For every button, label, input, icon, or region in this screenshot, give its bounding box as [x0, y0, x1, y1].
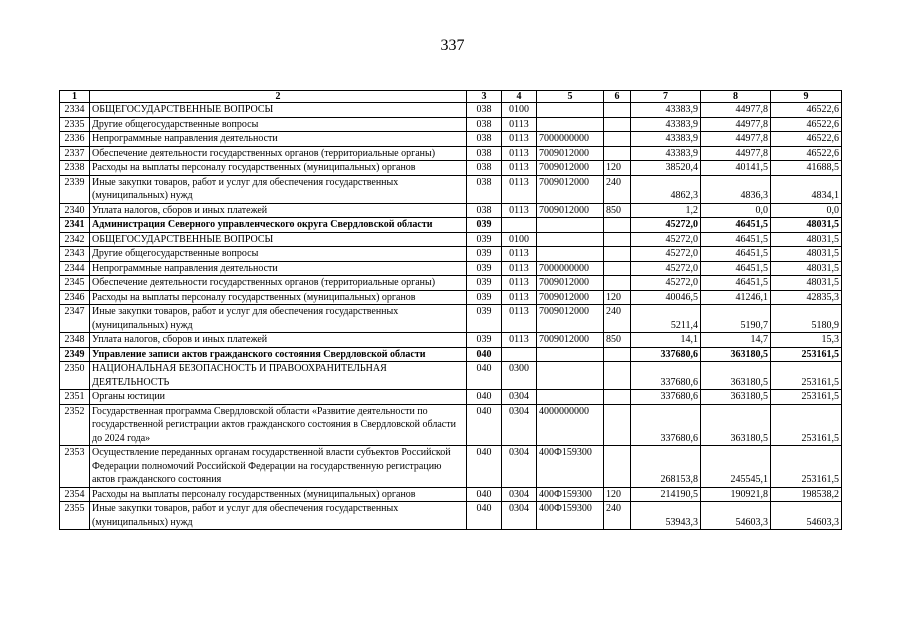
row-number: 2341 [60, 218, 90, 233]
table-row [60, 261, 842, 276]
row-name: ОБЩЕГОСУДАРСТВЕННЫЕ ВОПРОСЫ [90, 232, 467, 247]
row-amount-7: 268153,8 [631, 446, 701, 488]
row-section-code: 0304 [502, 390, 537, 405]
row-amount-7: 43383,9 [631, 132, 701, 147]
row-amount-7: 337680,6 [631, 362, 701, 390]
row-amount-8: 46451,5 [701, 218, 771, 233]
row-expense-type [604, 404, 631, 446]
row-code-3: 040 [467, 404, 502, 446]
row-target-code: 7009012000 [537, 305, 604, 333]
row-code-3: 039 [467, 276, 502, 291]
row-amount-8: 363180,5 [701, 362, 771, 390]
row-amount-7: 45272,0 [631, 247, 701, 262]
row-amount-9: 4834,1 [771, 175, 842, 203]
row-number: 2342 [60, 232, 90, 247]
table-row [60, 175, 842, 203]
row-amount-8: 363180,5 [701, 347, 771, 362]
row-target-code: 400Ф159300 [537, 502, 604, 530]
table-row [60, 487, 842, 502]
row-number: 2335 [60, 117, 90, 132]
column-header-7: 7 [631, 91, 701, 103]
row-target-code: 7009012000 [537, 175, 604, 203]
row-expense-type: 120 [604, 161, 631, 176]
row-amount-7: 43383,9 [631, 117, 701, 132]
row-code-3: 038 [467, 203, 502, 218]
row-expense-type: 240 [604, 502, 631, 530]
row-target-code: 7009012000 [537, 161, 604, 176]
row-amount-7: 45272,0 [631, 218, 701, 233]
row-target-code: 7000000000 [537, 132, 604, 147]
row-amount-9: 253161,5 [771, 347, 842, 362]
row-amount-9: 0,0 [771, 203, 842, 218]
row-name: Иные закупки товаров, работ и услуг для обеспечения государственных (муниципальных) нужд [90, 175, 467, 203]
row-amount-9: 253161,5 [771, 390, 842, 405]
row-number: 2354 [60, 487, 90, 502]
row-number: 2343 [60, 247, 90, 262]
row-code-3: 040 [467, 347, 502, 362]
row-expense-type: 120 [604, 290, 631, 305]
row-amount-7: 337680,6 [631, 390, 701, 405]
row-expense-type: 240 [604, 175, 631, 203]
row-amount-9: 48031,5 [771, 247, 842, 262]
table-row [60, 161, 842, 176]
budget-table [59, 90, 842, 530]
row-number: 2340 [60, 203, 90, 218]
row-name: Уплата налогов, сборов и иных платежей [90, 333, 467, 348]
row-section-code: 0113 [502, 261, 537, 276]
row-amount-9: 48031,5 [771, 232, 842, 247]
row-section-code [502, 347, 537, 362]
row-target-code: 400Ф159300 [537, 446, 604, 488]
row-expense-type [604, 247, 631, 262]
table-row [60, 404, 842, 446]
row-number: 2334 [60, 103, 90, 118]
row-expense-type [604, 117, 631, 132]
row-number: 2336 [60, 132, 90, 147]
row-amount-9: 54603,3 [771, 502, 842, 530]
row-expense-type [604, 146, 631, 161]
row-amount-7: 337680,6 [631, 347, 701, 362]
column-header-8: 8 [701, 91, 771, 103]
row-name: Другие общегосударственные вопросы [90, 247, 467, 262]
row-amount-9: 46522,6 [771, 146, 842, 161]
row-expense-type: 850 [604, 203, 631, 218]
row-number: 2338 [60, 161, 90, 176]
row-number: 2349 [60, 347, 90, 362]
row-target-code [537, 362, 604, 390]
row-code-3: 039 [467, 290, 502, 305]
row-expense-type [604, 132, 631, 147]
row-code-3: 038 [467, 161, 502, 176]
row-number: 2347 [60, 305, 90, 333]
table-row [60, 117, 842, 132]
row-code-3: 039 [467, 218, 502, 233]
row-name: Расходы на выплаты персоналу государственных (муниципальных) органов [90, 290, 467, 305]
row-target-code [537, 232, 604, 247]
row-section-code: 0113 [502, 276, 537, 291]
column-header-1: 1 [60, 91, 90, 103]
header-row [60, 91, 842, 103]
table-row [60, 446, 842, 488]
row-section-code: 0113 [502, 305, 537, 333]
row-amount-9: 42835,3 [771, 290, 842, 305]
column-header-2: 2 [90, 91, 467, 103]
row-amount-7: 5211,4 [631, 305, 701, 333]
row-amount-9: 48031,5 [771, 218, 842, 233]
row-amount-7: 1,2 [631, 203, 701, 218]
row-name: Органы юстиции [90, 390, 467, 405]
row-section-code: 0113 [502, 247, 537, 262]
row-amount-8: 44977,8 [701, 117, 771, 132]
row-section-code: 0304 [502, 446, 537, 488]
table-row [60, 390, 842, 405]
column-header-3: 3 [467, 91, 502, 103]
table-row [60, 502, 842, 530]
row-section-code: 0300 [502, 362, 537, 390]
row-amount-7: 38520,4 [631, 161, 701, 176]
row-amount-8: 54603,3 [701, 502, 771, 530]
row-section-code: 0113 [502, 203, 537, 218]
row-amount-7: 14,1 [631, 333, 701, 348]
row-code-3: 038 [467, 132, 502, 147]
row-name: Непрограммные направления деятельности [90, 132, 467, 147]
row-amount-9: 41688,5 [771, 161, 842, 176]
row-expense-type: 850 [604, 333, 631, 348]
table-row [60, 203, 842, 218]
row-name: Другие общегосударственные вопросы [90, 117, 467, 132]
row-name: Администрация Северного управленческого округа Свердловской области [90, 218, 467, 233]
row-amount-9: 46522,6 [771, 117, 842, 132]
row-amount-7: 45272,0 [631, 276, 701, 291]
row-amount-8: 190921,8 [701, 487, 771, 502]
row-amount-9: 253161,5 [771, 446, 842, 488]
page-number: 337 [440, 37, 465, 54]
row-expense-type [604, 232, 631, 247]
row-amount-8: 41246,1 [701, 290, 771, 305]
row-number: 2353 [60, 446, 90, 488]
row-amount-7: 45272,0 [631, 261, 701, 276]
row-code-3: 040 [467, 390, 502, 405]
row-target-code: 7009012000 [537, 276, 604, 291]
row-code-3: 040 [467, 446, 502, 488]
row-amount-9: 15,3 [771, 333, 842, 348]
row-amount-9: 5180,9 [771, 305, 842, 333]
row-expense-type [604, 261, 631, 276]
row-section-code: 0100 [502, 232, 537, 247]
row-number: 2348 [60, 333, 90, 348]
row-section-code: 0304 [502, 502, 537, 530]
row-target-code: 400Ф159300 [537, 487, 604, 502]
table-body [60, 103, 842, 530]
row-name: Обеспечение деятельности государственных органов (территориальные органы) [90, 146, 467, 161]
column-header-9: 9 [771, 91, 842, 103]
row-amount-9: 198538,2 [771, 487, 842, 502]
row-name: ОБЩЕГОСУДАРСТВЕННЫЕ ВОПРОСЫ [90, 103, 467, 118]
row-section-code: 0113 [502, 175, 537, 203]
row-target-code [537, 390, 604, 405]
row-code-3: 039 [467, 305, 502, 333]
column-header-6: 6 [604, 91, 631, 103]
column-header-5: 5 [537, 91, 604, 103]
row-target-code [537, 103, 604, 118]
row-expense-type [604, 276, 631, 291]
row-amount-8: 46451,5 [701, 232, 771, 247]
row-target-code [537, 218, 604, 233]
row-target-code [537, 117, 604, 132]
table-row [60, 276, 842, 291]
row-expense-type [604, 390, 631, 405]
row-number: 2339 [60, 175, 90, 203]
table-row [60, 103, 842, 118]
row-expense-type [604, 218, 631, 233]
row-section-code [502, 218, 537, 233]
row-name: Государственная программа Свердловской области «Развитие деятельности по государственной регистрации актов гражданского состояния в Свердловской области до 2024 года» [90, 404, 467, 446]
row-amount-9: 253161,5 [771, 362, 842, 390]
row-amount-8: 5190,7 [701, 305, 771, 333]
row-amount-8: 14,7 [701, 333, 771, 348]
row-amount-7: 337680,6 [631, 404, 701, 446]
table-header [60, 91, 842, 103]
table-row [60, 232, 842, 247]
row-amount-7: 43383,9 [631, 103, 701, 118]
row-name: Управление записи актов гражданского состояния Свердловской области [90, 347, 467, 362]
row-number: 2337 [60, 146, 90, 161]
row-amount-7: 45272,0 [631, 232, 701, 247]
row-code-3: 038 [467, 103, 502, 118]
row-name: Иные закупки товаров, работ и услуг для обеспечения государственных (муниципальных) нужд [90, 305, 467, 333]
row-target-code [537, 247, 604, 262]
row-code-3: 039 [467, 261, 502, 276]
row-code-3: 040 [467, 487, 502, 502]
row-code-3: 038 [467, 175, 502, 203]
row-section-code: 0113 [502, 290, 537, 305]
row-amount-8: 46451,5 [701, 276, 771, 291]
row-number: 2346 [60, 290, 90, 305]
row-name: Уплата налогов, сборов и иных платежей [90, 203, 467, 218]
row-section-code: 0113 [502, 117, 537, 132]
row-expense-type: 120 [604, 487, 631, 502]
row-name: Иные закупки товаров, работ и услуг для обеспечения государственных (муниципальных) нужд [90, 502, 467, 530]
row-number: 2351 [60, 390, 90, 405]
row-number: 2345 [60, 276, 90, 291]
row-expense-type: 240 [604, 305, 631, 333]
row-amount-8: 245545,1 [701, 446, 771, 488]
column-header-4: 4 [502, 91, 537, 103]
table-row [60, 347, 842, 362]
row-target-code: 7009012000 [537, 203, 604, 218]
row-amount-8: 0,0 [701, 203, 771, 218]
row-section-code: 0304 [502, 404, 537, 446]
table-row [60, 333, 842, 348]
row-section-code: 0100 [502, 103, 537, 118]
row-amount-9: 46522,6 [771, 103, 842, 118]
row-section-code: 0304 [502, 487, 537, 502]
row-amount-7: 40046,5 [631, 290, 701, 305]
row-number: 2344 [60, 261, 90, 276]
row-amount-9: 46522,6 [771, 132, 842, 147]
row-number: 2355 [60, 502, 90, 530]
table-row [60, 132, 842, 147]
row-code-3: 040 [467, 502, 502, 530]
row-code-3: 038 [467, 146, 502, 161]
row-expense-type [604, 446, 631, 488]
row-target-code: 7009012000 [537, 146, 604, 161]
row-amount-7: 4862,3 [631, 175, 701, 203]
table-row [60, 218, 842, 233]
row-section-code: 0113 [502, 146, 537, 161]
row-amount-8: 46451,5 [701, 247, 771, 262]
row-name: Обеспечение деятельности государственных органов (территориальные органы) [90, 276, 467, 291]
row-name: Осуществление переданных органам государственной власти субъектов Российской Федерации полномочий Российской Федерации на государственную регистрацию актов гражданского состояния [90, 446, 467, 488]
row-expense-type [604, 103, 631, 118]
row-section-code: 0113 [502, 161, 537, 176]
table-row [60, 290, 842, 305]
row-number: 2350 [60, 362, 90, 390]
row-number: 2352 [60, 404, 90, 446]
row-amount-9: 48031,5 [771, 261, 842, 276]
row-target-code [537, 347, 604, 362]
row-target-code: 7009012000 [537, 333, 604, 348]
row-section-code: 0113 [502, 132, 537, 147]
row-amount-8: 44977,8 [701, 132, 771, 147]
table-row [60, 247, 842, 262]
row-amount-8: 4836,3 [701, 175, 771, 203]
row-code-3: 039 [467, 247, 502, 262]
row-code-3: 038 [467, 117, 502, 132]
row-expense-type [604, 347, 631, 362]
row-code-3: 040 [467, 362, 502, 390]
row-section-code: 0113 [502, 333, 537, 348]
row-target-code: 7000000000 [537, 261, 604, 276]
row-amount-8: 46451,5 [701, 261, 771, 276]
row-name: Расходы на выплаты персоналу государственных (муниципальных) органов [90, 161, 467, 176]
row-amount-8: 44977,8 [701, 146, 771, 161]
row-name: Непрограммные направления деятельности [90, 261, 467, 276]
row-amount-9: 48031,5 [771, 276, 842, 291]
table-row [60, 362, 842, 390]
row-target-code: 7009012000 [537, 290, 604, 305]
row-amount-8: 363180,5 [701, 390, 771, 405]
row-name: Расходы на выплаты персоналу государственных (муниципальных) органов [90, 487, 467, 502]
table-row [60, 146, 842, 161]
row-amount-9: 253161,5 [771, 404, 842, 446]
row-amount-7: 43383,9 [631, 146, 701, 161]
row-target-code: 4000000000 [537, 404, 604, 446]
row-amount-8: 44977,8 [701, 103, 771, 118]
row-amount-8: 363180,5 [701, 404, 771, 446]
row-amount-7: 214190,5 [631, 487, 701, 502]
row-amount-8: 40141,5 [701, 161, 771, 176]
row-code-3: 039 [467, 232, 502, 247]
row-expense-type [604, 362, 631, 390]
row-code-3: 039 [467, 333, 502, 348]
row-amount-7: 53943,3 [631, 502, 701, 530]
row-name: НАЦИОНАЛЬНАЯ БЕЗОПАСНОСТЬ И ПРАВООХРАНИТЕЛЬНАЯ ДЕЯТЕЛЬНОСТЬ [90, 362, 467, 390]
table-row [60, 305, 842, 333]
